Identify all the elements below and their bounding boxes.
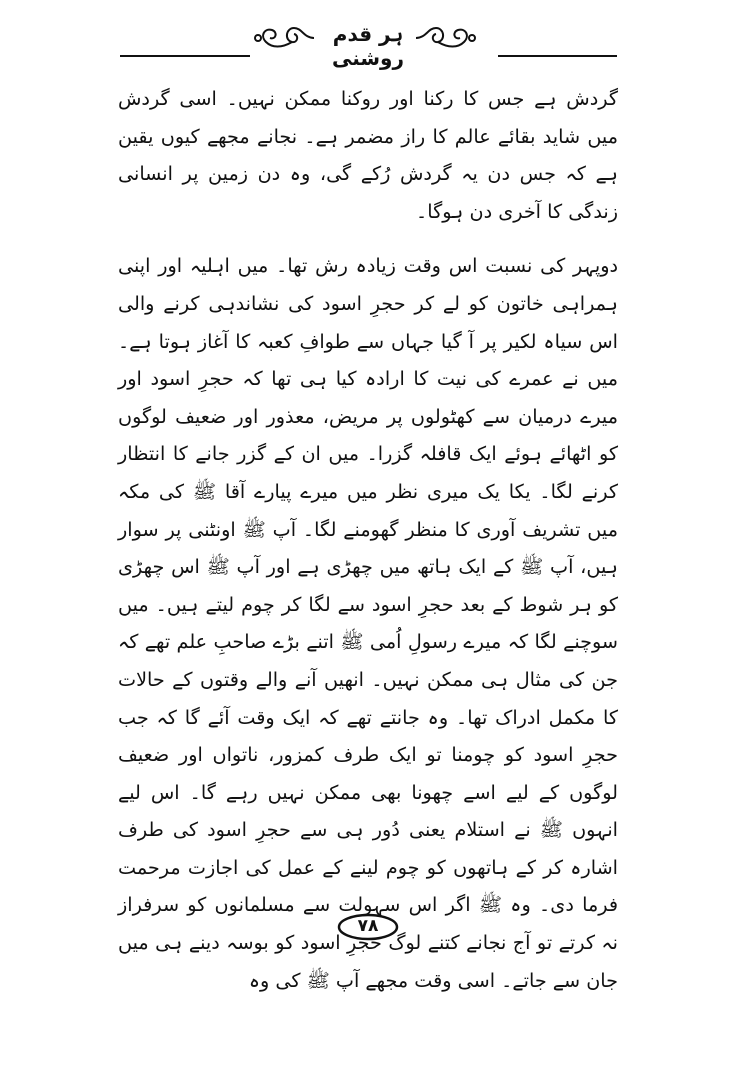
- header-rule-right: [498, 55, 617, 57]
- paragraph-2: دوپہر کی نسبت اس وقت زیادہ رش تھا۔ میں اہلیہ اور اپنی ہمراہی خاتون کو لے کر حجرِ اسود کی نشاندہی کرنے والی اس سیاہ لکیر پر آ گیا جہاں سے طوافِ کعبہ کا آغاز ہوتا ہے۔ میں نے عمرے کی نیت کا ارادہ کیا ہی تھا کہ حجرِ اسود اور میرے درمیان سے کھٹولوں پر مریض، معذور اور ضعیف لوگوں کو اٹھائے ہوئے ایک قافلہ گزرا۔ میں ان کے گزر جانے کا انتظار کرنے لگا۔ یکا یک میری نظر میں میرے پیارے آقا ﷺ کی مکہ میں تشریف آوری کا منظر گھومنے لگا۔ آپ ﷺ اونٹنی پر سوار ہیں، آپ ﷺ کے ایک ہاتھ میں چھڑی ہے اور آپ ﷺ اس چھڑی کو ہر شوط کے بعد حجرِ اسود سے لگا کر چوم لیتے ہیں۔ میں سوچنے لگا کہ میرے رسولِ اُمی ﷺ اتنے بڑے صاحبِ علم تھے کہ جن کی مثال ہی ممکن نہیں۔ انھیں آنے والے وقتوں کے حالات کا مکمل ادراک تھا۔ وہ جانتے تھے کہ ایک وقت آئے گا کہ جب حجرِ اسود کو چومنا تو ایک طرف کمزور، ناتواں اور ضعیف لوگوں کے لیے اسے چھونا بھی ممکن نہیں رہے گا۔ اس لیے انہوں ﷺ نے استلام یعنی دُور ہی سے حجرِ اسود کی طرف اشارہ کر کے ہاتھوں کو چوم لینے کے عمل کی اجازت مرحمت فرما دی۔ وہ ﷺ اگر اس سہولت سے مسلمانوں کو سرفراز نہ کرتے تو آج نجانے کتنے لوگ حجرِ اسود کو بوسہ دینے ہی میں جان سے جاتے۔ اسی وقت مجھے آپ ﷺ کی وہ: [118, 254, 618, 992]
- running-title: ہر قدم روشنی: [331, 22, 404, 70]
- paragraph-1: گردش ہے جس کا رکنا اور روکنا ممکن نہیں۔ اسی گردش میں شاید بقائے عالم کا راز مضمر ہے۔ نجانے مجھے کیوں یقین ہے کہ جس دن یہ گردش رُکے گی، وہ دن زمین پر انسانی زندگی کا آخری دن ہوگا۔: [118, 87, 618, 223]
- body-text: [118, 80, 618, 999]
- page-number: ۷۸: [357, 916, 379, 936]
- header-rule-left: [120, 55, 250, 57]
- scroll-ornament-left-icon: [252, 18, 316, 58]
- page-number-badge: [336, 912, 400, 942]
- scroll-ornament-right-icon: [414, 18, 478, 58]
